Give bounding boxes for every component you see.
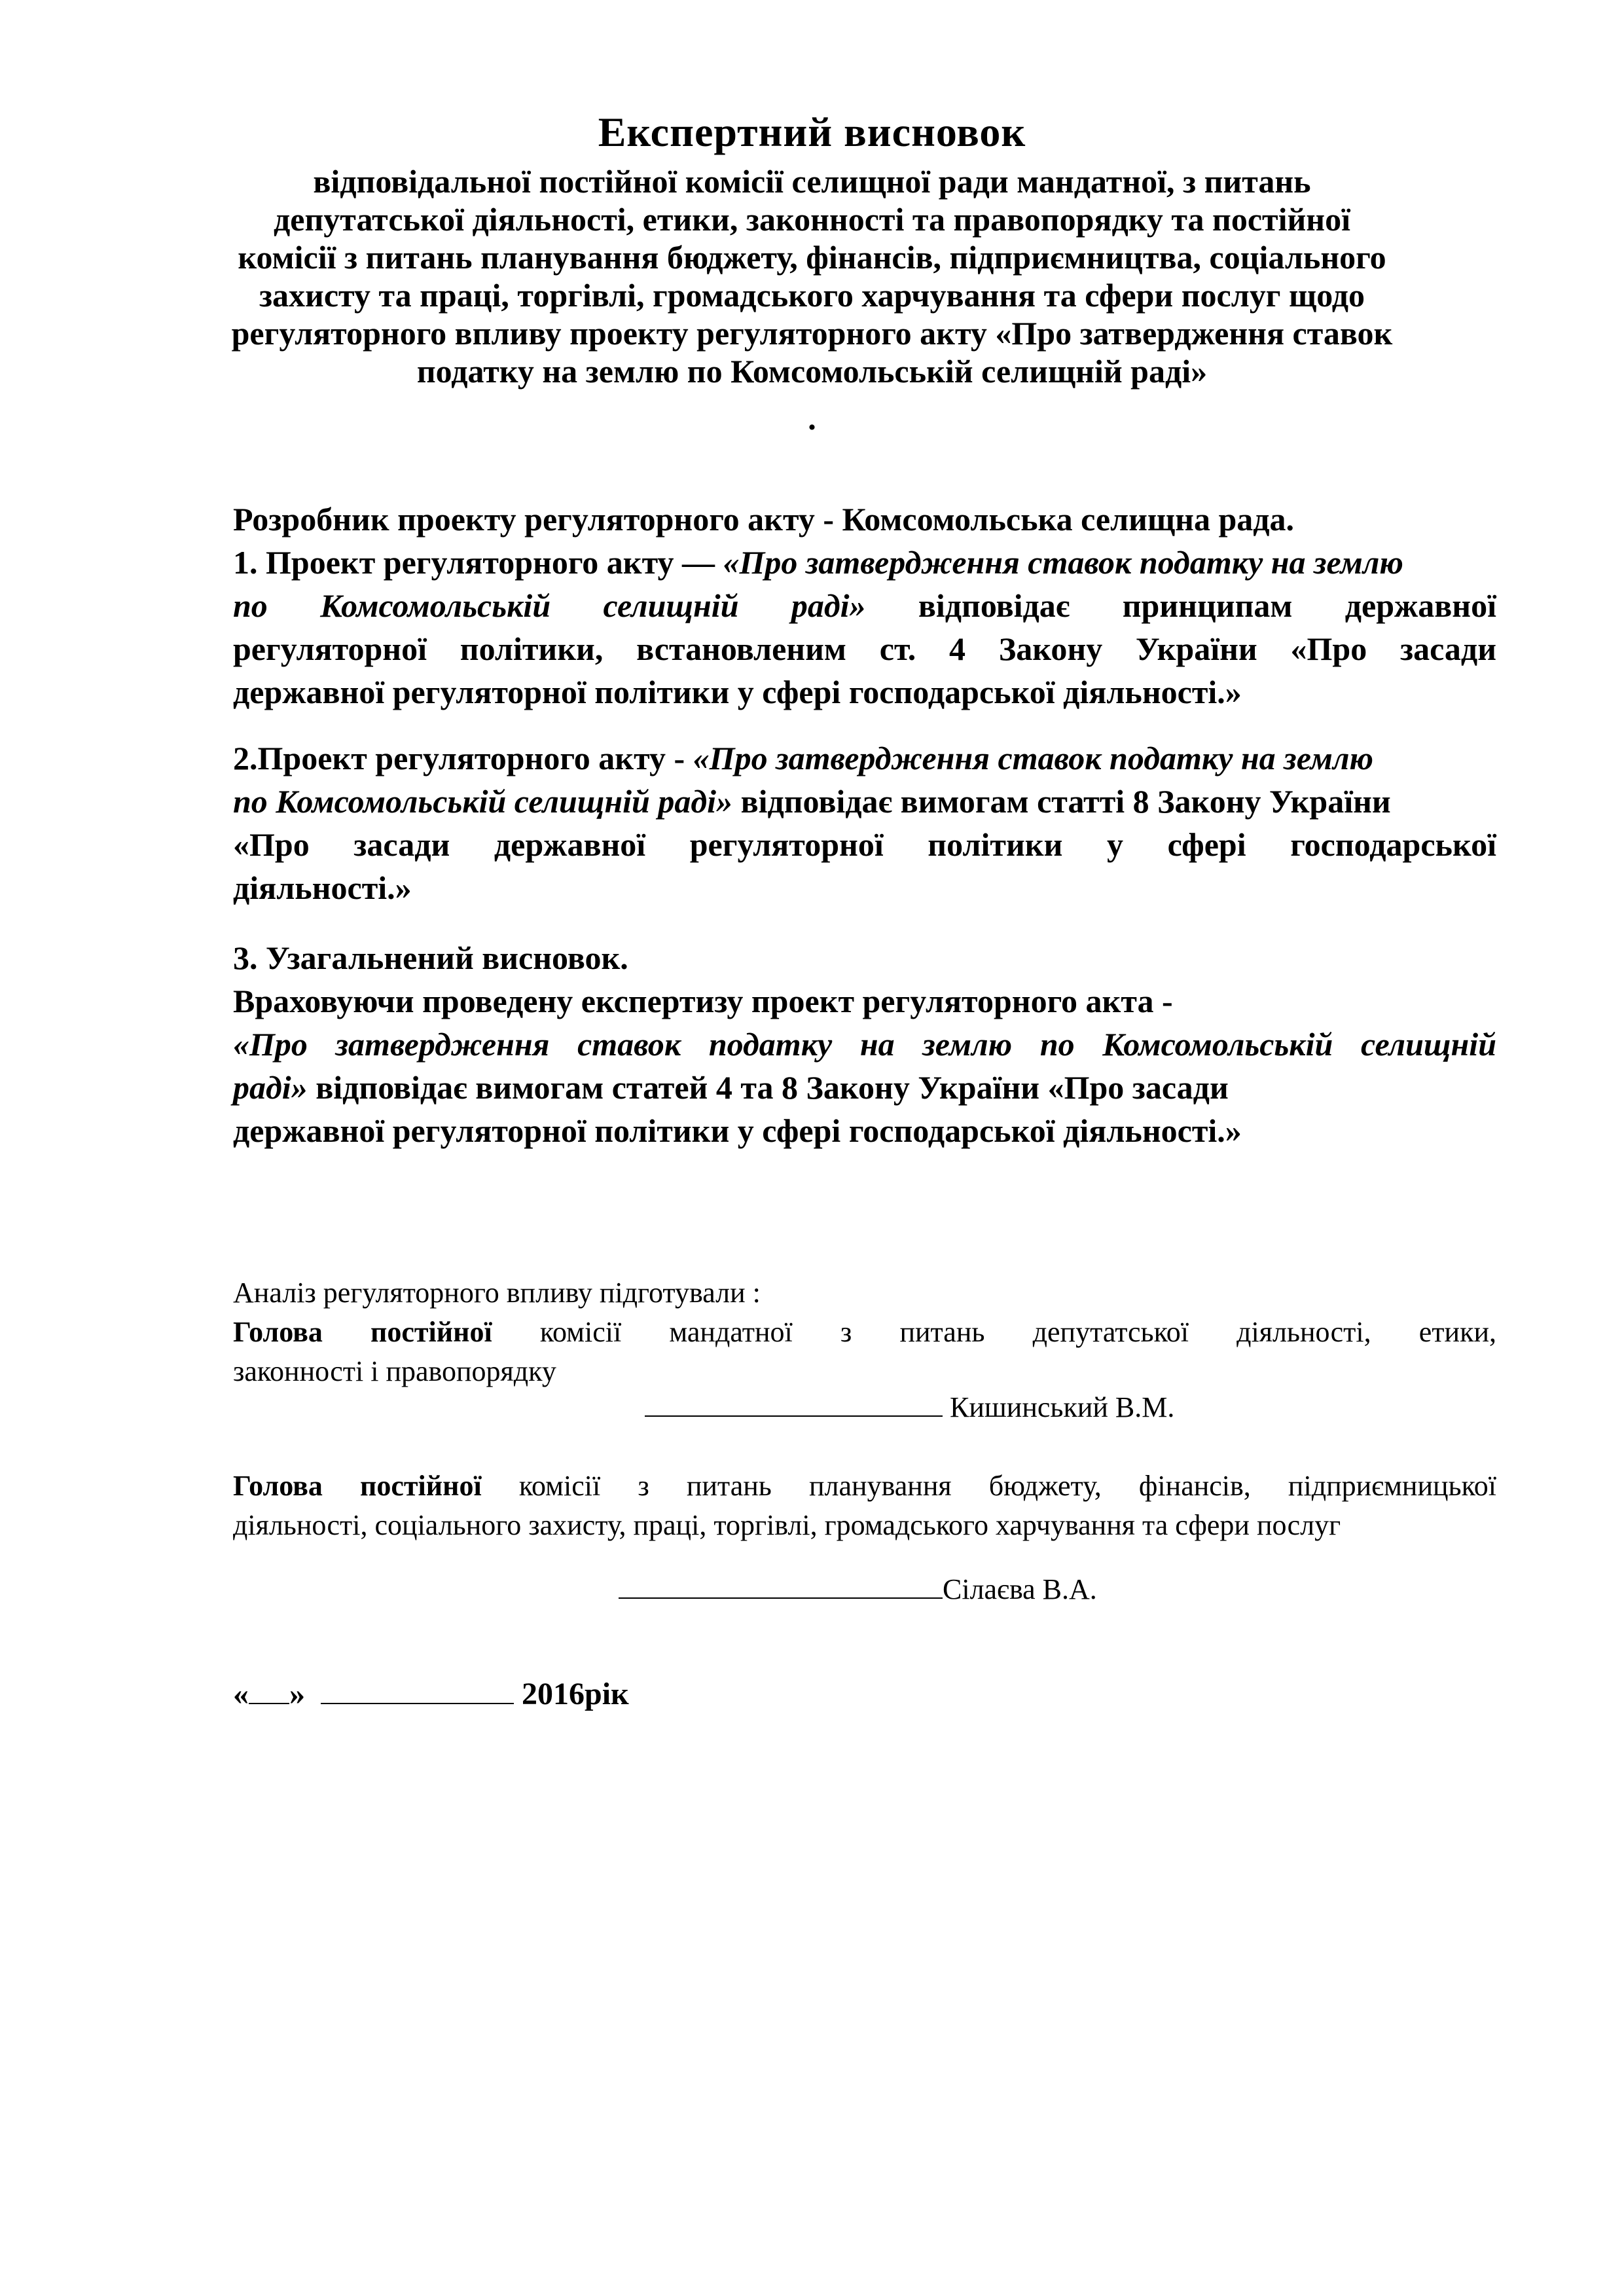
item1-line3: регуляторної політики, встановленим ст. 4 Закону України «Про засади [233,630,1496,667]
head2-section [233,1467,1496,1545]
head2-line1: Голова постійної комісії з питань планування бюджету, фінансів, підприємницької [233,1470,1496,1502]
developer-line: Розробник проекту регуляторного акту - Комсомольська селищна рада. [233,501,1295,538]
date-line: « » 2016рік [233,1677,629,1711]
subtitle-line: податку на землю по Комсомольській селищній раді» [416,353,1208,390]
item2-section [233,737,1496,909]
signature-blank [645,1389,943,1417]
signatory-name-1: Кишинський В.М. [943,1391,1175,1423]
item3-line1: Враховуючи проведену експертизу проект регуляторного акта - [233,983,1173,1019]
subtitle-line: депутатської діяльності, етики, законності та правопорядку та постійної [273,201,1351,238]
document-title: Експертний висновок [598,109,1026,155]
signature-line-2 [619,1571,1097,1606]
item2-line3: «Про засади державної регуляторної політики у сфері господарської [233,826,1496,863]
signatory-name-2: Сілаєва В.А. [943,1573,1097,1605]
item2-line2: по Комсомольській селищній раді» відповідає вимогам статті 8 Закону України [233,783,1391,820]
item1-section [233,498,1496,714]
document-subtitle [196,162,1428,390]
head1-line2: законності і правопорядку [233,1355,556,1387]
subtitle-line: відповідальної постійної комісії селищної ради мандатної, з питань [313,163,1311,200]
item3-line2: «Про затвердження ставок податку на землю по Комсомольській селищній [233,1026,1496,1063]
signature-blank [619,1571,943,1599]
item2-line4: діяльності.» [233,869,412,906]
signature-line-1 [645,1389,1174,1424]
head2-line2: діяльності, соціального захисту, праці, торгівлі, громадського харчування та сфери послуг [233,1509,1341,1541]
item3-section [233,936,1496,1152]
item1-line2: по Комсомольській селищній раді» відповідає принципам державної [233,587,1497,624]
subtitle-line: регуляторного впливу проекту регуляторного акту «Про затвердження ставок [231,315,1393,352]
item3-line3: раді» відповідає вимогам статей 4 та 8 Закону України «Про засади [233,1069,1229,1106]
month-blank [321,1677,514,1704]
separator-dot: . [808,400,816,437]
head1-line1: Голова постійної комісії мандатної з питань депутатської діяльності, етики, [233,1316,1496,1348]
item2-line1: 2.Проект регуляторного акту - «Про затвердження ставок податку на землю [233,740,1374,776]
day-blank [249,1677,289,1704]
item3-line4: державної регуляторної політики у сфері господарської діяльності.» [233,1112,1242,1149]
item1-line4: державної регуляторної політики у сфері господарської діяльності.» [233,674,1242,710]
item3-heading: 3. Узагальнений висновок. [233,939,628,976]
item1-line1: 1. Проект регуляторного акту — «Про затвердження ставок податку на землю [233,544,1403,581]
subtitle-line: захисту та праці, торгівлі, громадського харчування та сфери послуг щодо [259,277,1365,314]
subtitle-line: комісії з питань планування бюджету, фінансів, підприємництва, соціального [238,239,1386,276]
analysis-section [233,1273,1496,1391]
analysis-intro: Аналіз регуляторного впливу підготували : [233,1277,761,1309]
